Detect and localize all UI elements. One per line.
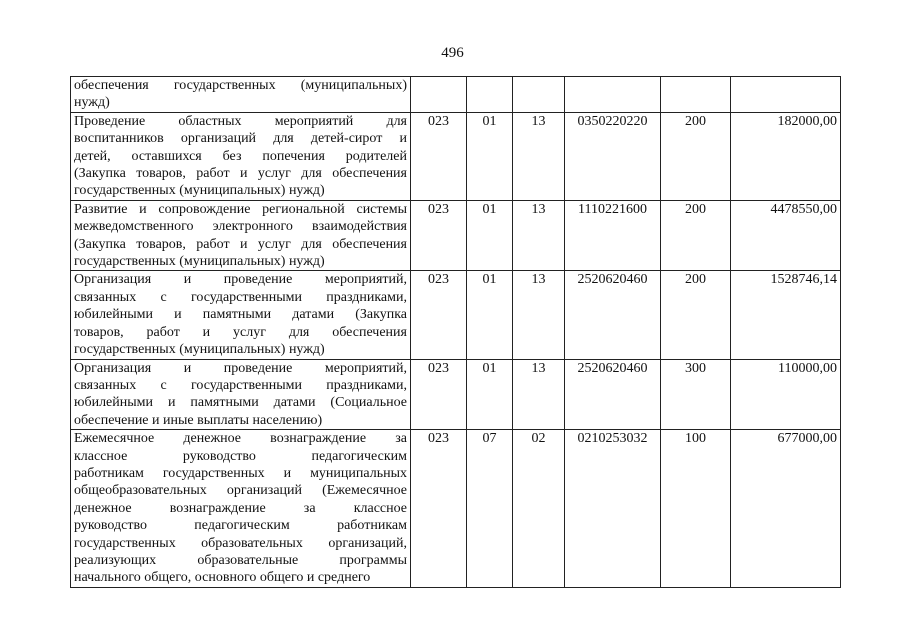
section-code-cell: 01 xyxy=(467,271,513,359)
description-line: классное руководство педагогическим xyxy=(74,448,407,464)
table-row xyxy=(71,112,841,200)
amount-cell: 677000,00 xyxy=(731,430,841,588)
section-code-cell: 07 xyxy=(467,430,513,588)
budget-table xyxy=(70,76,841,588)
description-line: Организация и проведение мероприятий, xyxy=(74,360,407,376)
description-line: руководство педагогическим работникам xyxy=(74,518,407,534)
ministry-code-cell: 023 xyxy=(411,359,467,430)
description-line: Организация и проведение мероприятий, xyxy=(74,272,407,288)
description-line: обеспечения государственных (муниципальных) xyxy=(74,78,407,93)
description-line: межведомственного электронного взаимодействия xyxy=(74,219,407,235)
row-description xyxy=(71,430,411,588)
table-row xyxy=(71,430,841,588)
expense-type-cell xyxy=(661,77,731,113)
description-line: товаров, работ и услуг для обеспечения xyxy=(74,324,407,340)
subsection-code-cell xyxy=(513,77,565,113)
description-line: работникам государственных и муниципальных xyxy=(74,465,407,481)
row-description xyxy=(71,271,411,359)
description-line: (Закупка товаров, работ и услуг для обеспечения xyxy=(74,166,407,182)
description-line: обеспечение и иные выплаты населению) xyxy=(74,412,323,428)
amount-cell: 4478550,00 xyxy=(731,200,841,271)
description-line: нужд) xyxy=(74,95,110,111)
subsection-code-cell: 13 xyxy=(513,200,565,271)
subsection-code-cell: 02 xyxy=(513,430,565,588)
description-line: государственных (муниципальных) нужд) xyxy=(74,254,325,270)
target-article-cell: 2520620460 xyxy=(565,359,661,430)
amount-cell: 182000,00 xyxy=(731,112,841,200)
ministry-code-cell: 023 xyxy=(411,200,467,271)
target-article-cell xyxy=(565,77,661,113)
section-code-cell: 01 xyxy=(467,200,513,271)
description-line: юбилейными и памятными датами (Закупка xyxy=(74,307,407,323)
description-line: детей, оставшихся без попечения родителей xyxy=(74,148,407,164)
ministry-code-cell xyxy=(411,77,467,113)
table-row xyxy=(71,77,841,113)
expense-type-cell: 300 xyxy=(661,359,731,430)
description-line: денежное вознаграждение за классное xyxy=(74,500,407,516)
description-line: начального общего, основного общего и среднего xyxy=(74,570,371,586)
ministry-code-cell: 023 xyxy=(411,271,467,359)
description-line: общеобразовательных организаций (Ежемесячное xyxy=(74,483,407,499)
description-line: Развитие и сопровождение региональной системы xyxy=(74,201,407,217)
section-code-cell: 01 xyxy=(467,359,513,430)
target-article-cell: 1110221600 xyxy=(565,200,661,271)
target-article-cell: 0350220220 xyxy=(565,112,661,200)
row-description xyxy=(71,200,411,271)
row-description xyxy=(71,359,411,430)
description-line: (Закупка товаров, работ и услуг для обеспечения xyxy=(74,236,407,252)
expense-type-cell: 200 xyxy=(661,112,731,200)
description-line: государственных образовательных организаций, xyxy=(74,535,407,551)
description-line: связанных с государственными праздниками, xyxy=(74,377,407,393)
expense-type-cell: 200 xyxy=(661,200,731,271)
description-line: государственных (муниципальных) нужд) xyxy=(74,183,325,199)
expense-type-cell: 100 xyxy=(661,430,731,588)
ministry-code-cell: 023 xyxy=(411,112,467,200)
target-article-cell: 2520620460 xyxy=(565,271,661,359)
description-line: реализующих образовательные программы xyxy=(74,552,407,568)
expense-type-cell: 200 xyxy=(661,271,731,359)
table-row xyxy=(71,200,841,271)
page-number: 496 xyxy=(441,45,464,61)
row-description xyxy=(71,112,411,200)
row-description xyxy=(71,77,411,113)
description-line: юбилейными и памятными датами (Социальное xyxy=(74,395,407,411)
description-line: Проведение областных мероприятий для xyxy=(74,113,407,129)
table-row xyxy=(71,271,841,359)
subsection-code-cell: 13 xyxy=(513,359,565,430)
table-row xyxy=(71,359,841,430)
amount-cell xyxy=(731,77,841,113)
description-line: Ежемесячное денежное вознаграждение за xyxy=(74,431,407,447)
subsection-code-cell: 13 xyxy=(513,271,565,359)
description-line: воспитанников организаций для детей-сирот и xyxy=(74,131,407,147)
section-code-cell xyxy=(467,77,513,113)
subsection-code-cell: 13 xyxy=(513,112,565,200)
ministry-code-cell: 023 xyxy=(411,430,467,588)
amount-cell: 1528746,14 xyxy=(731,271,841,359)
target-article-cell: 0210253032 xyxy=(565,430,661,588)
section-code-cell: 01 xyxy=(467,112,513,200)
table-body xyxy=(71,77,841,588)
description-line: связанных с государственными праздниками, xyxy=(74,289,407,305)
amount-cell: 110000,00 xyxy=(731,359,841,430)
description-line: государственных (муниципальных) нужд) xyxy=(74,342,325,358)
